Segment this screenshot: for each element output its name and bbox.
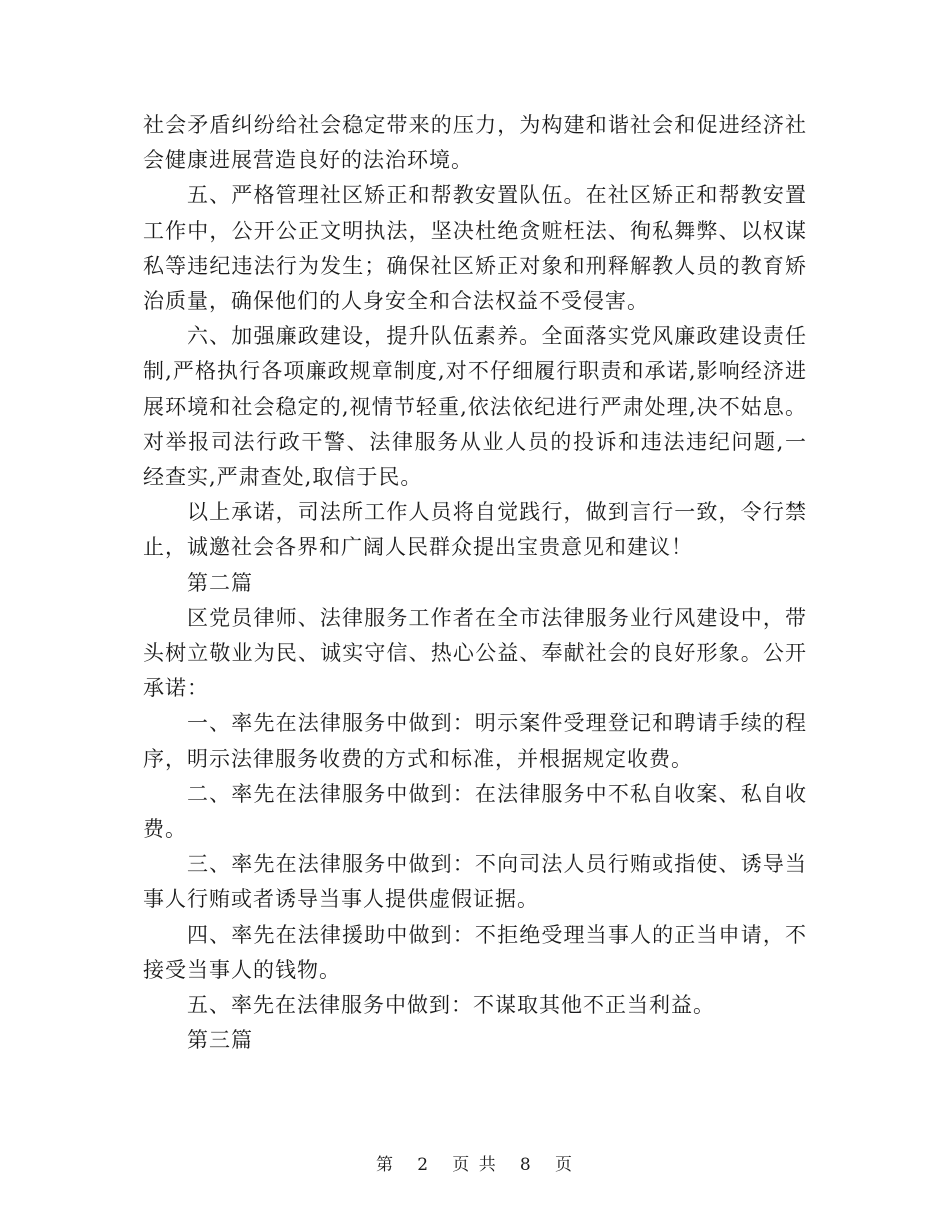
paragraph-part-two-intro: 区党员律师、法律服务工作者在全市法律服务业行风建设中，带头树立敬业为民、诚实守信、热心公益、奉献社会的良好形象。公开承诺： (143, 605, 807, 701)
paragraph-continued: 社会矛盾纠纷给社会稳定带来的压力，为构建和谐社会和促进经济社会健康进展营造良好的法治环境。 (143, 113, 807, 173)
paragraph-item-six: 六、加强廉政建设，提升队伍素养。全面落实党风廉政建设责任制,严格执行各项廉政规章制度,对不仔细履行职责和承诺,影响经济进展环境和社会稳定的,视情节轻重,依法依纪进行严肃处理,决不姑息。对举报司法行政干警、法律服务从业人员的投诉和违法违纪问题,一经查实,严肃查处,取信于民。 (143, 324, 807, 490)
document-body (143, 108, 807, 1058)
paragraph-pledge-three: 三、率先在法律服务中做到：不向司法人员行贿或指使、诱导当事人行贿或者诱导当事人提供虚假证据。 (143, 852, 807, 912)
section-heading-part-two: 第二篇 (187, 570, 253, 595)
page-footer (0, 1150, 950, 1175)
paragraph-item-five: 五、严格管理社区矫正和帮教安置队伍。在社区矫正和帮教安置工作中，公开公正文明执法，坚决杜绝贪赃枉法、徇私舞弊、以权谋私等违纪违法行为发生；确保社区矫正对象和刑释解教人员的教育矫治质量，确保他们的人身安全和合法权益不受侵害。 (143, 183, 807, 314)
footer-prefix: 第 (376, 1155, 396, 1175)
footer-total-pages: 8 (519, 1155, 533, 1175)
paragraph-pledge-five: 五、率先在法律服务中做到：不谋取其他不正当利益。 (187, 993, 715, 1018)
paragraph-pledge-one: 一、率先在法律服务中做到：明示案件受理登记和聘请手续的程序，明示法律服务收费的方式和标准，并根据规定收费。 (143, 711, 807, 771)
paragraph-pledge-two: 二、率先在法律服务中做到：在法律服务中不私自收案、私自收费。 (143, 781, 807, 842)
paragraph-closing-pledge: 以上承诺，司法所工作人员将自觉践行，做到言行一致，令行禁止，诚邀社会各界和广阔人民群众提出宝贵意见和建议！ (143, 500, 807, 560)
footer-suffix: 页 (554, 1155, 574, 1175)
footer-current-page: 2 (417, 1155, 431, 1175)
section-heading-part-three: 第三篇 (187, 1028, 253, 1053)
paragraph-pledge-four: 四、率先在法律援助中做到：不拒绝受理当事人的正当申请，不接受当事人的钱物。 (143, 922, 807, 982)
footer-middle: 页 共 (452, 1155, 498, 1175)
